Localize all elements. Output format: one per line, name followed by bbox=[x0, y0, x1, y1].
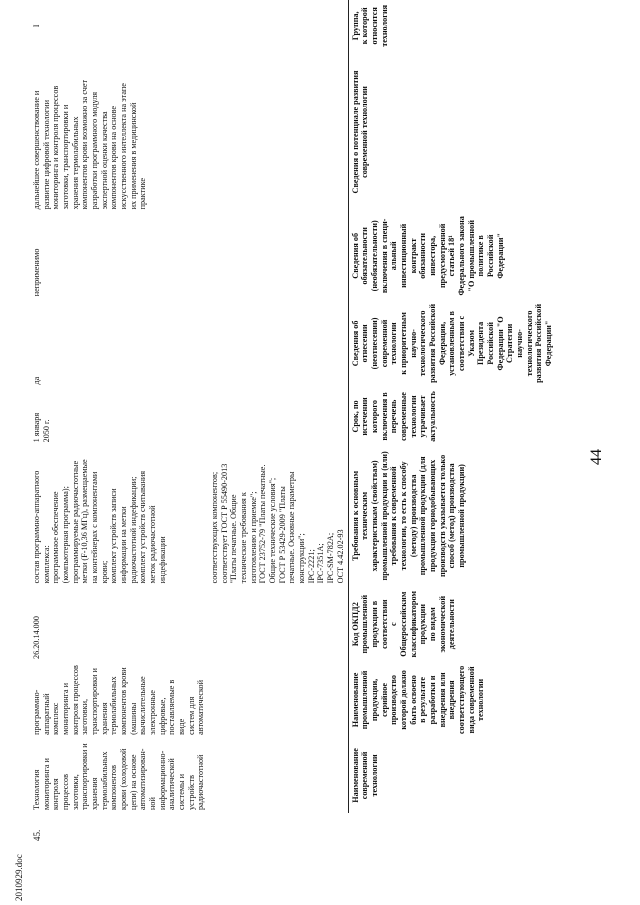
header-obligation: Сведения об обязательности (необязательности) включения в специ- альный инвестиционный контракт обязанности инвестора, предусмотренной статьей 18¹ Федерального закона "О промышленной политике в Российской Федерации" bbox=[348, 212, 556, 299]
continuation-cell bbox=[208, 738, 348, 813]
header-okpd2-code: Код ОКПД2 промышленной продукции в соответствии с Общероссийским классификатором продукции по видам экономической деятельности bbox=[348, 586, 556, 662]
continuation-requirements: соответствующих компонентов; соответствует ГОСТ Р 55490-2013 "Платы печатные. Общие технические требования к изготовлению и приемке"; ГОСТ 23752-79 "Платы печатные. Общие технические условия"; ГОСТ Р 53429-2009 "Платы печатные. Основные параметры конструкции"; IPC-2221; IPC-7351A; IPC-SM-782A; ОСТ 4.42.02-93 bbox=[210, 463, 345, 584]
header-potential: Сведения о потенциале развития современной технологии bbox=[348, 52, 556, 213]
header-product-name: Наименование промышленной продукции, серийное производство которой должно быть освоено в результате разработки и внедрения или внедрения соответствующего вида современной технологии bbox=[348, 662, 556, 738]
row-priority: да bbox=[32, 376, 41, 385]
document-filename: 2010929.doc bbox=[14, 854, 24, 901]
table-row bbox=[208, 0, 348, 813]
continuation-cell bbox=[208, 388, 348, 446]
row-technology-name: Технология мониторинга и контроля процессов заготовки, транспортировки и хранения термолабильных компонентов крови (холодовой цепи) на основе автоматизирован- ной информационно- аналитической системы и устройств радиочастотной bbox=[32, 743, 206, 810]
header-group: Группа, к которой относится технология bbox=[348, 0, 556, 52]
table-header-row bbox=[348, 0, 556, 813]
row-okpd2-code: 26.20.14.000 bbox=[32, 616, 41, 660]
header-technology-name: Наименование современной технологии bbox=[348, 738, 556, 813]
continuation-cell bbox=[208, 586, 348, 662]
header-requirements: Требования к основным техническим характеристикам (свойствам) промышленной продукции и (или) требования к современной технологии, то есть к способу (методу) производства промышленной продукции (для продукции горнодобывающих производств указывается только способ (метод) производства промышленной продукции) bbox=[348, 445, 556, 586]
row-deadline: 1 января 2050 г. bbox=[32, 412, 51, 443]
continuation-cell bbox=[208, 299, 348, 387]
row-group: I bbox=[32, 24, 41, 28]
row-product-name: программно- аппаратный комплекс мониторинга и контроля процессов заготовки, транспортировки и хранения термолабильных компонентов крови (машины вычислительные электронные цифровые, поставляемые в виде систем для автоматической bbox=[32, 665, 206, 735]
page-number: 44 bbox=[588, 449, 605, 465]
header-priority: Сведения об отнесении (неотнесении) современной технологии к приоритетным научно- технологического развития Российской Федерации, установленным в соответствии с Указом Президента Российской Федерации "О Стратегии научно-технологического развития Российской Федерации" bbox=[348, 299, 556, 387]
row-requirements: состав программно-аппаратного комплекса: программное обеспечение (компьютерная программа); программируемые радиочастотные метки (F-10,36 МГц), размещаемые на контейнерах с компонентами крови; комплект устройств записи информации на метки радиочастотной индефикации; комплект устройств считывания меток радиочастотной индефикации bbox=[32, 459, 167, 584]
table-row bbox=[30, 0, 208, 813]
row-number: 45. bbox=[32, 829, 42, 841]
row-obligation: неприменимо bbox=[32, 248, 41, 297]
continuation-cell bbox=[208, 662, 348, 738]
continuation-cell bbox=[208, 212, 348, 299]
continuation-cell bbox=[208, 52, 348, 213]
technology-table bbox=[30, 0, 556, 813]
continuation-cell bbox=[208, 0, 348, 52]
row-potential: дальнейшее совершенствование и развитие цифровой технологии мониторинга и контроля процессов заготовки, транспортировки и хранения термолабильных компонентов крови возможно за счет разработки программного модуля экспертной оценки качества компонентов крови на основе искусственного интеллекта на этапе их применения в медицинской практике bbox=[32, 79, 148, 210]
header-deadline: Срок, по истечении которого включения в перечень современные технологии утрачивает актуальность bbox=[348, 388, 556, 446]
